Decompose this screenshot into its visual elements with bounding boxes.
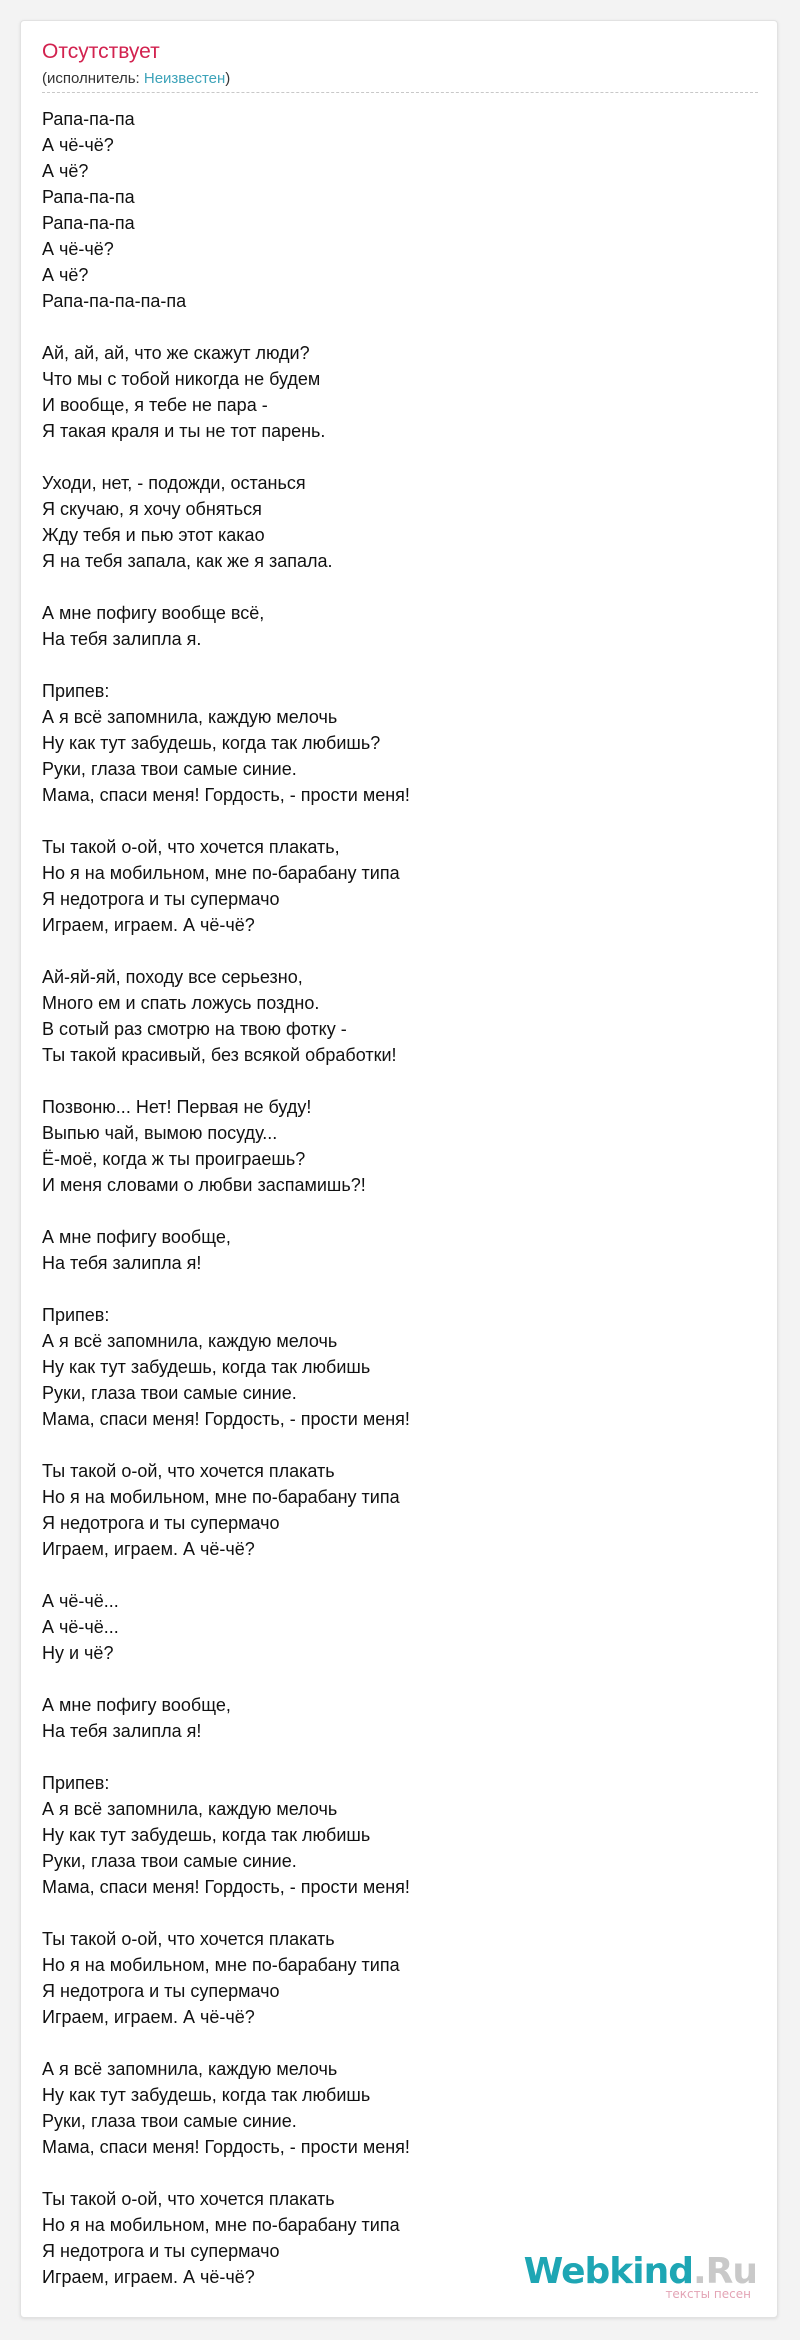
lyric-line: Ты такой о-ой, что хочется плакать [42, 2189, 335, 2209]
lyric-line: Ты такой о-ой, что хочется плакать [42, 1461, 335, 1481]
stanza-gap [42, 1744, 742, 1770]
logo-brand: Webkind [523, 2251, 693, 2292]
logo-tagline: тексты песен [665, 2287, 751, 2301]
stanza-gap [42, 1666, 742, 1692]
lyric-line: На тебя залипла я! [42, 1253, 202, 1273]
lyric-line: Ну как тут забудешь, когда так любишь [42, 2085, 371, 2105]
lyric-line: Я на тебя запала, как же я запала. [42, 551, 333, 571]
lyric-line: Я недотрога и ты супермачо [42, 2241, 280, 2261]
stanza-gap [42, 574, 742, 600]
lyric-line: Но я на мобильном, мне по-барабану типа [42, 1955, 400, 1975]
lyric-line: Играем, играем. А чё-чё? [42, 915, 255, 935]
lyric-line: Припев: [42, 1773, 110, 1793]
stanza-gap [42, 1900, 742, 1926]
stanza-gap [42, 2030, 742, 2056]
lyric-line: А я всё запомнила, каждую мелочь [42, 1331, 338, 1351]
lyric-line: Мама, спаси меня! Гордость, - прости меня! [42, 785, 410, 805]
lyric-line: Руки, глаза твои самые синие. [42, 1851, 297, 1871]
lyric-line: Ты такой красивый, без всякой обработки! [42, 1045, 397, 1065]
stanza-gap [42, 1276, 742, 1302]
site-logo[interactable] [524, 2253, 757, 2301]
lyric-line: Ё-моё, когда ж ты проиграешь? [42, 1149, 306, 1169]
stanza-gap [42, 1562, 742, 1588]
logo-wordmark [524, 2253, 757, 2291]
lyric-line: Много ем и спать ложусь поздно. [42, 993, 320, 1013]
lyric-line: Ай-яй-яй, походу все серьезно, [42, 967, 303, 987]
stanza-gap [42, 2160, 742, 2186]
lyric-line: Играем, играем. А чё-чё? [42, 1539, 255, 1559]
artist-suffix: ) [225, 70, 231, 87]
stanza-gap [42, 1432, 742, 1458]
lyric-line: Рапа-па-па-па-па [42, 291, 187, 311]
stanza-gap [42, 444, 742, 470]
lyric-line: Ты такой о-ой, что хочется плакать [42, 1929, 335, 1949]
lyrics-card [20, 20, 778, 2318]
lyric-line: Я недотрога и ты супермачо [42, 1981, 280, 2001]
lyric-line: Припев: [42, 1305, 110, 1325]
lyric-line: А чё-чё... [42, 1617, 119, 1637]
lyric-line: А чё-чё? [42, 135, 114, 155]
lyric-line: Ну как тут забудешь, когда так любишь [42, 1825, 371, 1845]
lyric-line: Ты такой о-ой, что хочется плакать, [42, 837, 340, 857]
lyric-line: Жду тебя и пью этот какао [42, 525, 265, 545]
lyric-line: Рапа-па-па [42, 187, 135, 207]
artist-line [42, 70, 230, 88]
lyric-line: Мама, спаси меня! Гордость, - прости меня! [42, 1409, 410, 1429]
lyric-line: На тебя залипла я! [42, 1721, 202, 1741]
stanza-gap [42, 1198, 742, 1224]
lyric-line: В сотый раз смотрю на твою фотку - [42, 1019, 347, 1039]
lyric-line: Припев: [42, 681, 110, 701]
divider [42, 92, 758, 93]
lyric-line: Руки, глаза твои самые синие. [42, 2111, 297, 2131]
stanza-gap [42, 1068, 742, 1094]
artist-link[interactable]: Неизвестен [143, 70, 226, 87]
lyric-line: А я всё запомнила, каждую мелочь [42, 1799, 338, 1819]
lyric-line: Рапа-па-па [42, 213, 135, 233]
lyric-line: И меня словами о любви заспамишь?! [42, 1175, 366, 1195]
lyrics-text [42, 106, 742, 2290]
stanza-gap [42, 652, 742, 678]
lyric-line: Играем, играем. А чё-чё? [42, 2267, 255, 2287]
lyric-line: А чё? [42, 265, 89, 285]
lyric-line: На тебя залипла я. [42, 629, 202, 649]
lyric-line: Ну и чё? [42, 1643, 114, 1663]
lyric-line: Я скучаю, я хочу обняться [42, 499, 262, 519]
lyric-line: Руки, глаза твои самые синие. [42, 759, 297, 779]
lyric-line: Руки, глаза твои самые синие. [42, 1383, 297, 1403]
lyric-line: А чё? [42, 161, 89, 181]
lyric-line: Выпью чай, вымою посуду... [42, 1123, 278, 1143]
lyric-line: Уходи, нет, - подожди, останься [42, 473, 306, 493]
lyric-line: И вообще, я тебе не пара - [42, 395, 268, 415]
lyric-line: А я всё запомнила, каждую мелочь [42, 2059, 338, 2079]
stanza-gap [42, 938, 742, 964]
lyric-line: Я такая краля и ты не тот парень. [42, 421, 326, 441]
stanza-gap [42, 314, 742, 340]
lyric-line: Я недотрога и ты супермачо [42, 1513, 280, 1533]
lyric-line: Ну как тут забудешь, когда так любишь? [42, 733, 381, 753]
lyric-line: Но я на мобильном, мне по-барабану типа [42, 2215, 400, 2235]
lyric-line: Но я на мобильном, мне по-барабану типа [42, 1487, 400, 1507]
lyric-line: Мама, спаси меня! Гордость, - прости меня! [42, 2137, 410, 2157]
lyric-line: Ай, ай, ай, что же скажут люди? [42, 343, 310, 363]
artist-prefix: (исполнитель: [42, 70, 144, 87]
lyric-line: Позвоню... Нет! Первая не буду! [42, 1097, 312, 1117]
lyric-line: А чё-чё? [42, 239, 114, 259]
lyric-line: Но я на мобильном, мне по-барабану типа [42, 863, 400, 883]
lyric-line: Мама, спаси меня! Гордость, - прости меня! [42, 1877, 410, 1897]
logo-tld: .Ru [692, 2251, 757, 2292]
lyric-line: Я недотрога и ты супермачо [42, 889, 280, 909]
lyric-line: Играем, играем. А чё-чё? [42, 2007, 255, 2027]
lyric-line: Рапа-па-па [42, 109, 135, 129]
lyric-line: А я всё запомнила, каждую мелочь [42, 707, 338, 727]
lyric-line: А чё-чё... [42, 1591, 119, 1611]
stanza-gap [42, 808, 742, 834]
lyric-line: А мне пофигу вообще, [42, 1227, 231, 1247]
lyric-line: Что мы с тобой никогда не будем [42, 369, 321, 389]
lyric-line: А мне пофигу вообще, [42, 1695, 231, 1715]
lyric-line: А мне пофигу вообще всё, [42, 603, 265, 623]
lyric-line: Ну как тут забудешь, когда так любишь [42, 1357, 371, 1377]
song-title: Отсутствует [42, 40, 160, 63]
